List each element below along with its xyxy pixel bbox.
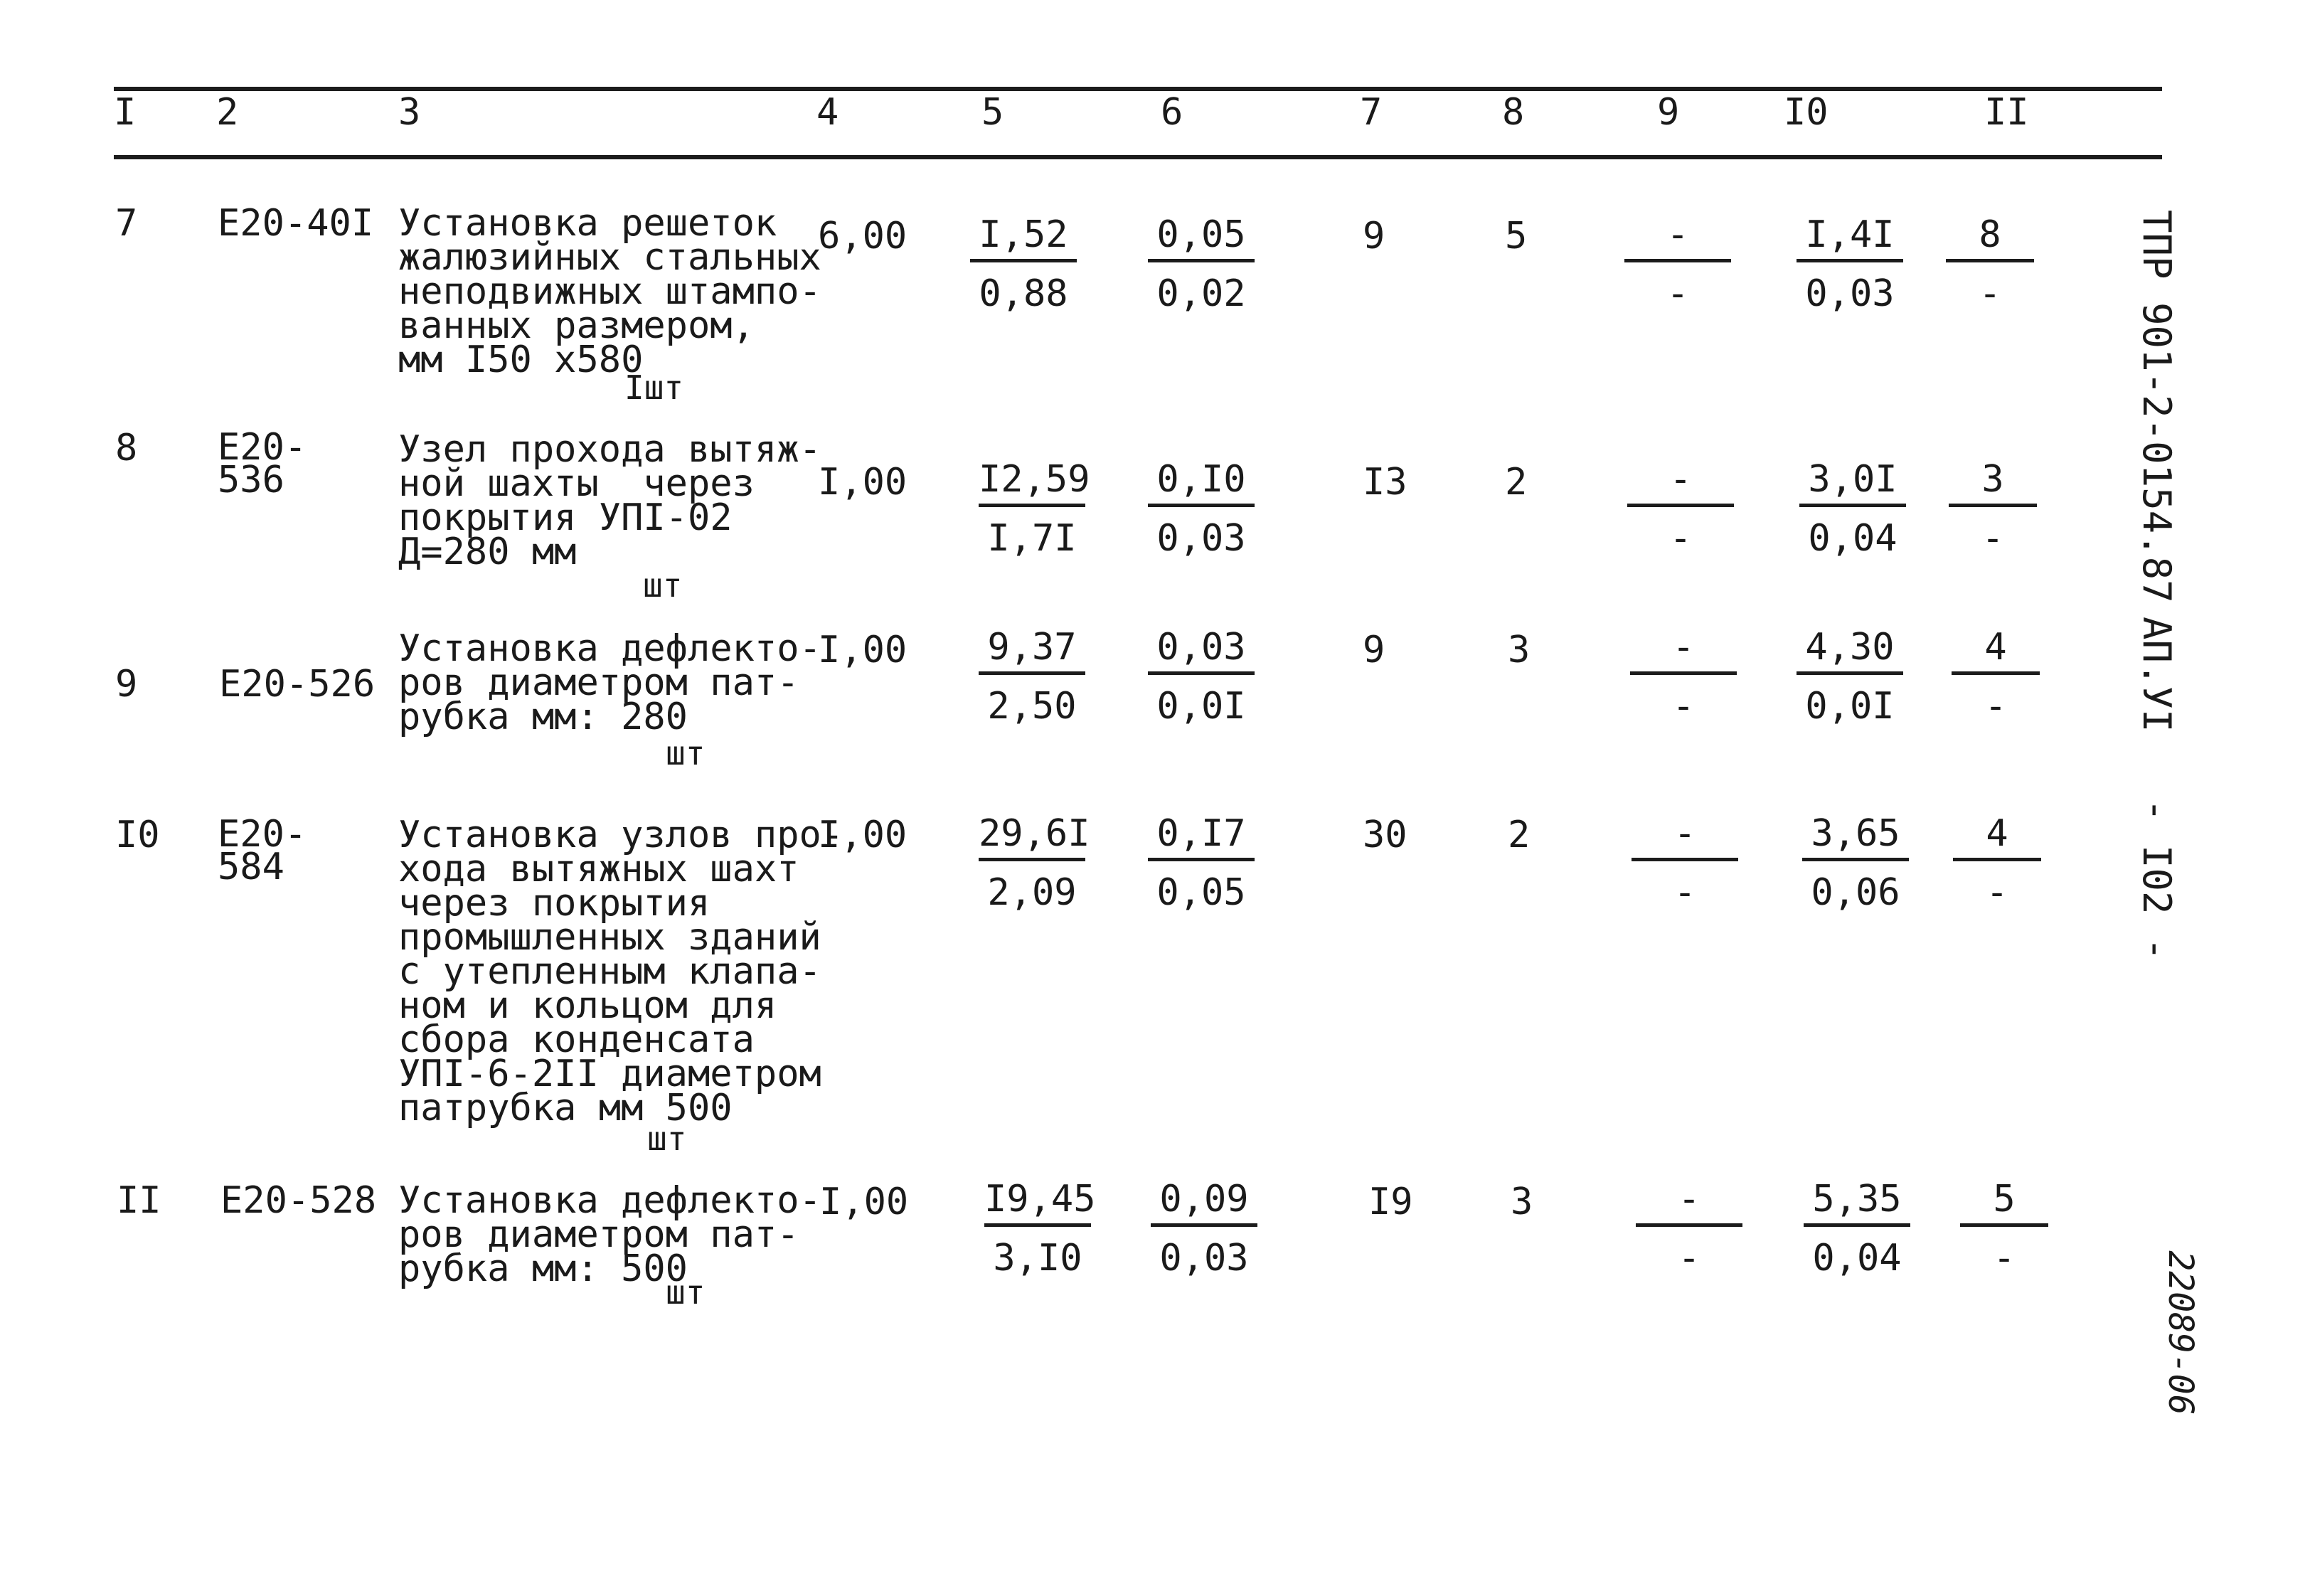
row-col10-top: I,4I bbox=[1797, 216, 1903, 262]
row-col11-bottom: - bbox=[1979, 272, 2001, 315]
col-header-7: 7 bbox=[1360, 91, 1383, 134]
row-col11 bbox=[1960, 1178, 2048, 1280]
row-col4: 6,00 bbox=[818, 215, 907, 257]
row-col8: 2 bbox=[1505, 461, 1528, 504]
row-col8: 3 bbox=[1508, 629, 1531, 671]
row-col11 bbox=[1953, 812, 2041, 914]
row-col6-top: 0,09 bbox=[1151, 1181, 1257, 1227]
row-unit: шт bbox=[643, 566, 683, 605]
row-col6-top: 0,I7 bbox=[1148, 815, 1255, 861]
row-col9 bbox=[1627, 458, 1734, 560]
row-description: Установка дефлекто- ров диаметром пат- рубка мм: 280 bbox=[398, 627, 821, 738]
row-col9-bottom: - bbox=[1672, 685, 1695, 728]
row-description: Установка узлов про- хода вытяжных шахт через покрытия промышленных зданий с утепленным клапа- ном и кольцом для сбора конденсата УПI-6-2II диаметром патрубка мм 500 bbox=[398, 814, 844, 1129]
row-col5 bbox=[970, 213, 1077, 315]
row-col10-bottom: 0,04 bbox=[1812, 1237, 1902, 1280]
row-col5 bbox=[979, 458, 1090, 560]
row-col9 bbox=[1632, 812, 1738, 914]
row-col6 bbox=[1148, 626, 1255, 728]
row-col5 bbox=[979, 626, 1085, 728]
page-number: - I02 - bbox=[2134, 799, 2179, 961]
row-col8: 2 bbox=[1508, 814, 1531, 856]
row-col7: 30 bbox=[1363, 814, 1407, 856]
row-col6 bbox=[1151, 1178, 1257, 1280]
row-col10 bbox=[1797, 213, 1903, 315]
row-code: Е20- 584 bbox=[218, 813, 307, 888]
row-col10 bbox=[1804, 1178, 1910, 1280]
row-col7: 9 bbox=[1363, 629, 1385, 671]
col-header-3: 3 bbox=[398, 91, 421, 134]
row-col5-bottom: 2,50 bbox=[987, 685, 1077, 728]
row-col6-bottom: 0,02 bbox=[1156, 272, 1246, 315]
row-col10-bottom: 0,06 bbox=[1811, 871, 1900, 914]
col-header-11: II bbox=[1984, 91, 2029, 134]
row-col10 bbox=[1799, 458, 1906, 560]
row-col11 bbox=[1949, 458, 2037, 560]
row-col10-bottom: 0,0I bbox=[1805, 685, 1895, 728]
row-col5 bbox=[979, 812, 1090, 914]
row-col6-bottom: 0,03 bbox=[1159, 1237, 1249, 1280]
row-col6-bottom: 0,05 bbox=[1156, 871, 1246, 914]
row-col9 bbox=[1636, 1178, 1742, 1280]
row-col11-bottom: - bbox=[1981, 517, 2004, 560]
row-code: Е20-528 bbox=[220, 1179, 377, 1222]
row-number: 8 bbox=[115, 427, 138, 469]
row-col8: 5 bbox=[1505, 215, 1528, 257]
row-col11 bbox=[1952, 626, 2040, 728]
row-col11-bottom: - bbox=[1984, 685, 2007, 728]
row-col4: I,00 bbox=[818, 629, 907, 671]
col-header-10: I0 bbox=[1784, 91, 1829, 134]
row-col5-top: I,52 bbox=[970, 216, 1077, 262]
row-description: Установка решеток жалюзийных стальных неподвижных штампо- ванных размером, мм I50 х580 bbox=[398, 202, 821, 381]
row-description: Установка дефлекто- ров диаметром пат- рубка мм: 500 bbox=[398, 1179, 821, 1290]
row-col10 bbox=[1802, 812, 1909, 914]
row-col5-bottom: I,7I bbox=[987, 517, 1077, 560]
row-col10-top: 5,35 bbox=[1804, 1181, 1910, 1227]
document-code: ТПР 901-2-0154.87 bbox=[2134, 210, 2179, 603]
row-col6-top: 0,03 bbox=[1148, 629, 1255, 675]
row-col4: I,00 bbox=[819, 1181, 909, 1223]
row-col6 bbox=[1148, 812, 1255, 914]
col-header-4: 4 bbox=[816, 91, 839, 134]
row-col9-top: - bbox=[1636, 1181, 1742, 1227]
row-col5-bottom: 2,09 bbox=[987, 871, 1077, 914]
row-col10-bottom: 0,03 bbox=[1805, 272, 1895, 315]
row-col5-top: 29,6I bbox=[979, 815, 1085, 861]
row-col10-top: 3,65 bbox=[1802, 815, 1909, 861]
row-code: Е20- 536 bbox=[218, 426, 307, 501]
row-code: Е20-526 bbox=[219, 663, 376, 706]
row-col6-top: 0,05 bbox=[1148, 216, 1255, 262]
row-col10-top: 4,30 bbox=[1797, 629, 1903, 675]
row-col7: I9 bbox=[1368, 1181, 1413, 1223]
row-col9-top: - bbox=[1624, 216, 1731, 262]
row-col11-top: 5 bbox=[1960, 1181, 2048, 1227]
row-col7: 9 bbox=[1363, 215, 1385, 257]
row-col5-top: 9,37 bbox=[979, 629, 1085, 675]
row-col9 bbox=[1630, 626, 1737, 728]
col-header-6: 6 bbox=[1161, 91, 1183, 134]
row-description: Узел прохода вытяж- ной шахты через покрытия УПI-02 Д=280 мм bbox=[398, 428, 821, 573]
row-col10-bottom: 0,04 bbox=[1808, 517, 1897, 560]
row-col6 bbox=[1148, 213, 1255, 315]
row-col11-top: 4 bbox=[1952, 629, 2040, 675]
top-rule bbox=[114, 87, 2162, 91]
row-col11 bbox=[1946, 213, 2034, 315]
row-col9-bottom: - bbox=[1666, 272, 1689, 315]
row-col5 bbox=[984, 1178, 1096, 1280]
row-unit: Iшт bbox=[624, 368, 684, 407]
row-col11-top: 4 bbox=[1953, 815, 2041, 861]
archive-stamp: 22089-06 bbox=[2161, 1250, 2200, 1415]
col-header-1: I bbox=[114, 91, 137, 134]
row-col6-bottom: 0,0I bbox=[1156, 685, 1246, 728]
row-col9 bbox=[1624, 213, 1731, 315]
row-col5-top: I9,45 bbox=[984, 1181, 1091, 1227]
col-header-2: 2 bbox=[216, 91, 239, 134]
row-col4: I,00 bbox=[818, 814, 907, 856]
row-col4: I,00 bbox=[818, 461, 907, 504]
row-unit: шт bbox=[647, 1119, 687, 1158]
row-col6-bottom: 0,03 bbox=[1156, 517, 1246, 560]
row-col7: I3 bbox=[1363, 461, 1407, 504]
row-code: Е20-40I bbox=[218, 202, 374, 245]
row-col11-bottom: - bbox=[1993, 1237, 2016, 1280]
row-col5-bottom: 0,88 bbox=[979, 272, 1068, 315]
row-col9-top: - bbox=[1627, 461, 1734, 507]
row-unit: шт bbox=[666, 1273, 706, 1312]
row-number: II bbox=[117, 1179, 161, 1222]
row-col5-top: I2,59 bbox=[979, 461, 1085, 507]
row-col6-top: 0,I0 bbox=[1148, 461, 1255, 507]
row-number: I0 bbox=[115, 814, 160, 856]
header-rule bbox=[114, 155, 2162, 159]
album-label: АП.УI bbox=[2134, 617, 2179, 733]
row-col6 bbox=[1148, 458, 1255, 560]
row-col9-bottom: - bbox=[1673, 871, 1696, 914]
row-number: 7 bbox=[115, 202, 138, 245]
row-unit: шт bbox=[666, 734, 706, 772]
row-col9-top: - bbox=[1632, 815, 1738, 861]
row-col11-top: 8 bbox=[1946, 216, 2034, 262]
row-col9-bottom: - bbox=[1669, 517, 1692, 560]
col-header-8: 8 bbox=[1502, 91, 1525, 134]
row-number: 9 bbox=[115, 663, 138, 706]
col-header-5: 5 bbox=[981, 91, 1004, 134]
row-col9-top: - bbox=[1630, 629, 1737, 675]
row-col9-bottom: - bbox=[1678, 1237, 1700, 1280]
row-col11-top: 3 bbox=[1949, 461, 2037, 507]
row-col10-top: 3,0I bbox=[1799, 461, 1906, 507]
row-col10 bbox=[1797, 626, 1903, 728]
row-col8: 3 bbox=[1511, 1181, 1533, 1223]
col-header-9: 9 bbox=[1657, 91, 1680, 134]
row-col11-bottom: - bbox=[1986, 871, 2008, 914]
row-col5-bottom: 3,I0 bbox=[993, 1237, 1082, 1280]
